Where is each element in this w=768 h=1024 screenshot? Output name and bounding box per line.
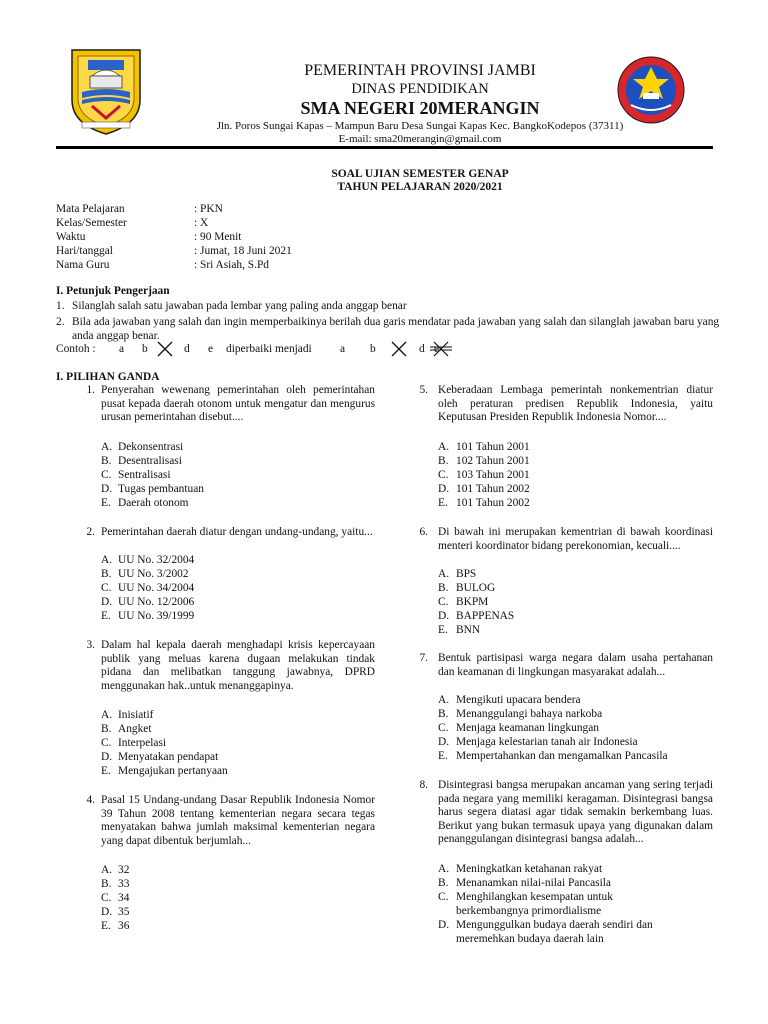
info-value-time: : 90 Menit — [194, 231, 242, 243]
info-label-subject: Mata Pelajaran — [56, 203, 125, 215]
option-letter: C. — [101, 892, 112, 904]
question-number: 6. — [419, 526, 428, 538]
option-text: UU No. 39/1999 — [118, 610, 195, 622]
option-text: Menjaga kelestarian tanah air Indonesia — [456, 736, 638, 748]
question-text: Bentuk partisipasi warga negara dalam usaha pertahanan dan keamanan di lingkungan masyarakat adalah... — [438, 652, 713, 678]
option-letter: A. — [101, 864, 113, 876]
option-text: Mengajukan pertanyaan — [118, 765, 228, 777]
example-option: e — [434, 343, 440, 355]
option-letter: B. — [438, 877, 449, 889]
question-text: Dalam hal kepala daerah menghadapi krisis kepercayaan publik yang meluas karena dugaan melakukan tindak pidana dan melibatkan tanggung jawabnya, DPRD menggunakan hak..untuk menanggapinya. — [101, 639, 375, 692]
option-letter: D. — [438, 610, 450, 622]
option-text: UU No. 32/2004 — [118, 554, 195, 566]
option-text: Menghilangkan kesempatan untuk berkembangnya primordialisme — [456, 891, 613, 917]
option-text: Menjaga keamanan lingkungan — [456, 722, 599, 734]
exam-title: SOAL UJIAN SEMESTER GENAP — [331, 168, 509, 180]
option-letter: E. — [438, 624, 448, 636]
example-fixed-text: diperbaiki menjadi — [226, 343, 312, 355]
question-text: Pasal 15 Undang-undang Dasar Republik Indonesia Nomor 39 Tahun 2008 tentang kementerian negara secara tegas menyatakan bahwa jumlah maksimal kementerian negara yang dapat dibentuk berjumlah... — [101, 794, 375, 847]
option-letter: A. — [101, 554, 113, 566]
instruction-number: 1. — [56, 300, 65, 312]
option-text: Mengunggulkan budaya daerah sendiri dan meremehkan budaya daerah lain — [456, 919, 653, 945]
option-letter: B. — [438, 455, 449, 467]
option-text: 103 Tahun 2001 — [456, 469, 530, 481]
info-label-class: Kelas/Semester — [56, 217, 127, 229]
corrected-cross-icon — [430, 340, 452, 363]
option-letter: A. — [101, 709, 113, 721]
option-text: UU No. 3/2002 — [118, 568, 189, 580]
tut-wuri-handayani-emblem-icon — [609, 55, 693, 125]
option-text: 101 Tahun 2002 — [456, 497, 530, 509]
cross-mark-icon — [390, 340, 408, 363]
option-letter: D. — [438, 483, 450, 495]
question-text: Penyerahan wewenang pemerintahan oleh pemerintahan pusat kepada daerah otonom untuk mengatur dan mengurus urusan pemerintahan disebut.... — [101, 384, 375, 424]
option-letter: A. — [438, 568, 450, 580]
instructions-heading: I. Petunjuk Pengerjaan — [56, 285, 170, 297]
option-letter: D. — [101, 596, 113, 608]
option-letter: B. — [438, 582, 449, 594]
exam-year: TAHUN PELAJARAN 2020/2021 — [337, 181, 503, 193]
example-option: b — [370, 343, 376, 355]
question-number: 1. — [86, 384, 95, 396]
option-text: 36 — [118, 920, 130, 932]
option-text: UU No. 34/2004 — [118, 582, 195, 594]
school-address: Jln. Poros Sungai Kapas – Mampun Baru Desa Sungai Kapas Kec. BangkoKodepos (37311) — [216, 120, 624, 132]
question-number: 5. — [419, 384, 428, 396]
option-letter: D. — [101, 483, 113, 495]
option-letter: B. — [101, 568, 112, 580]
option-letter: B. — [438, 708, 449, 720]
option-text: Meningkatkan ketahanan rakyat — [456, 863, 603, 875]
question-text: Pemerintahan daerah diatur dengan undang-undang, yaitu... — [101, 526, 373, 538]
option-text: Daerah otonom — [118, 497, 189, 509]
option-letter: E. — [101, 497, 111, 509]
example-option: d — [184, 343, 190, 355]
option-text: BULOG — [456, 582, 496, 594]
option-text: Tugas pembantuan — [118, 483, 204, 495]
example-option: a — [340, 343, 346, 355]
info-value-subject: : PKN — [194, 203, 223, 215]
jambi-province-emblem-icon — [68, 46, 144, 136]
option-text: 32 — [118, 864, 130, 876]
option-letter: B. — [101, 723, 112, 735]
option-text: Interpelasi — [118, 737, 167, 749]
header-divider — [56, 146, 713, 149]
option-letter: B. — [101, 878, 112, 890]
option-text: 34 — [118, 892, 130, 904]
info-label-time: Waktu — [56, 231, 86, 243]
option-letter: A. — [438, 441, 450, 453]
instruction-text: Bila ada jawaban yang salah dan ingin memperbaikinya berilah dua garis mendatar pada jawaban yang salah dan silanglah jawaban baru yang anda anggap benar. — [72, 316, 720, 342]
option-letter: A. — [438, 863, 450, 875]
option-letter: E. — [101, 765, 111, 777]
option-letter: D. — [438, 736, 450, 748]
option-text: BKPM — [456, 596, 489, 608]
example-option: a — [119, 343, 125, 355]
example-label: Contoh : — [56, 343, 96, 355]
example-row — [56, 343, 476, 359]
question-number: 3. — [86, 639, 95, 651]
instruction-number: 2. — [56, 316, 65, 328]
info-value-date: : Jumat, 18 Juni 2021 — [194, 245, 292, 257]
option-text: Inisiatif — [118, 709, 154, 721]
option-text: Menanggulangi bahaya narkoba — [456, 708, 603, 720]
option-text: Desentralisasi — [118, 455, 182, 467]
info-value-teacher: : Sri Asiah, S.Pd — [194, 259, 270, 271]
info-value-class: : X — [194, 217, 209, 229]
option-letter: D. — [438, 919, 450, 931]
option-letter: B. — [101, 455, 112, 467]
example-option: e — [208, 343, 214, 355]
option-text: Mengikuti upacara bendera — [456, 694, 581, 706]
question-number: 4. — [86, 794, 95, 806]
option-letter: E. — [101, 920, 111, 932]
question-text: Disintegrasi bangsa merupakan ancaman yang sering terjadi pada negara yang memiliki keragaman. Disintegrasi bangsa harus segera diatasi agar tidak semakin berkembang luas. Berikut yang bukan termasuk upaya yang digunakan dalam penanggulangan disintegrasi bangsa adalah... — [438, 779, 713, 846]
example-option: b — [142, 343, 148, 355]
option-text: Angket — [118, 723, 152, 735]
department-name: DINAS PENDIDIKAN — [351, 81, 489, 97]
option-letter: C. — [438, 596, 449, 608]
option-letter: E. — [438, 497, 448, 509]
question-number: 7. — [419, 652, 428, 664]
example-option: d — [419, 343, 425, 355]
school-name: SMA NEGERI 20MERANGIN — [300, 98, 540, 118]
section-heading: I. PILIHAN GANDA — [56, 371, 160, 383]
option-text: 33 — [118, 878, 130, 890]
option-letter: C. — [101, 582, 112, 594]
option-letter: D. — [101, 906, 113, 918]
option-text: BAPPENAS — [456, 610, 515, 622]
option-text: Mempertahankan dan mengamalkan Pancasila — [456, 750, 668, 762]
option-letter: E. — [101, 610, 111, 622]
option-letter: C. — [438, 722, 449, 734]
option-text: BNN — [456, 624, 481, 636]
option-letter: C. — [438, 469, 449, 481]
option-letter: A. — [101, 441, 113, 453]
option-text: UU No. 12/2006 — [118, 596, 195, 608]
option-text: Dekonsentrasi — [118, 441, 184, 453]
option-text: 101 Tahun 2002 — [456, 483, 530, 495]
question-text: Di bawah ini merupakan kementrian di bawah koordinasi menteri koordinator bidang perekonomian, kecuali.... — [438, 526, 713, 552]
option-letter: A. — [438, 694, 450, 706]
option-text: 102 Tahun 2001 — [456, 455, 530, 467]
option-letter: C. — [101, 469, 112, 481]
option-text: 101 Tahun 2001 — [456, 441, 530, 453]
question-number: 8. — [419, 779, 428, 791]
option-text: 35 — [118, 906, 130, 918]
option-letter: D. — [101, 751, 113, 763]
school-email: E-mail: sma20merangin@gmail.com — [338, 133, 502, 145]
option-letter: E. — [438, 750, 448, 762]
option-letter: C. — [438, 891, 449, 903]
option-text: Sentralisasi — [118, 469, 171, 481]
question-number: 2. — [86, 526, 95, 538]
info-label-date: Hari/tanggal — [56, 245, 113, 257]
option-text: Menyatakan pendapat — [118, 751, 219, 763]
cross-mark-icon — [156, 340, 174, 363]
province-name: PEMERINTAH PROVINSI JAMBI — [304, 62, 536, 79]
question-text: Keberadaan Lembaga pemerintah nonkementrian diatur oleh peraturan predisen Republik Indonesia, yaitu Keputusan Presiden Republik Indonesia Nomor.... — [438, 384, 713, 424]
option-text: Menanamkan nilai-nilai Pancasila — [456, 877, 611, 889]
info-label-teacher: Nama Guru — [56, 259, 110, 271]
instruction-text: Silanglah salah satu jawaban pada lembar yang paling anda anggap benar — [72, 300, 407, 312]
option-text: BPS — [456, 568, 477, 580]
option-letter: C. — [101, 737, 112, 749]
